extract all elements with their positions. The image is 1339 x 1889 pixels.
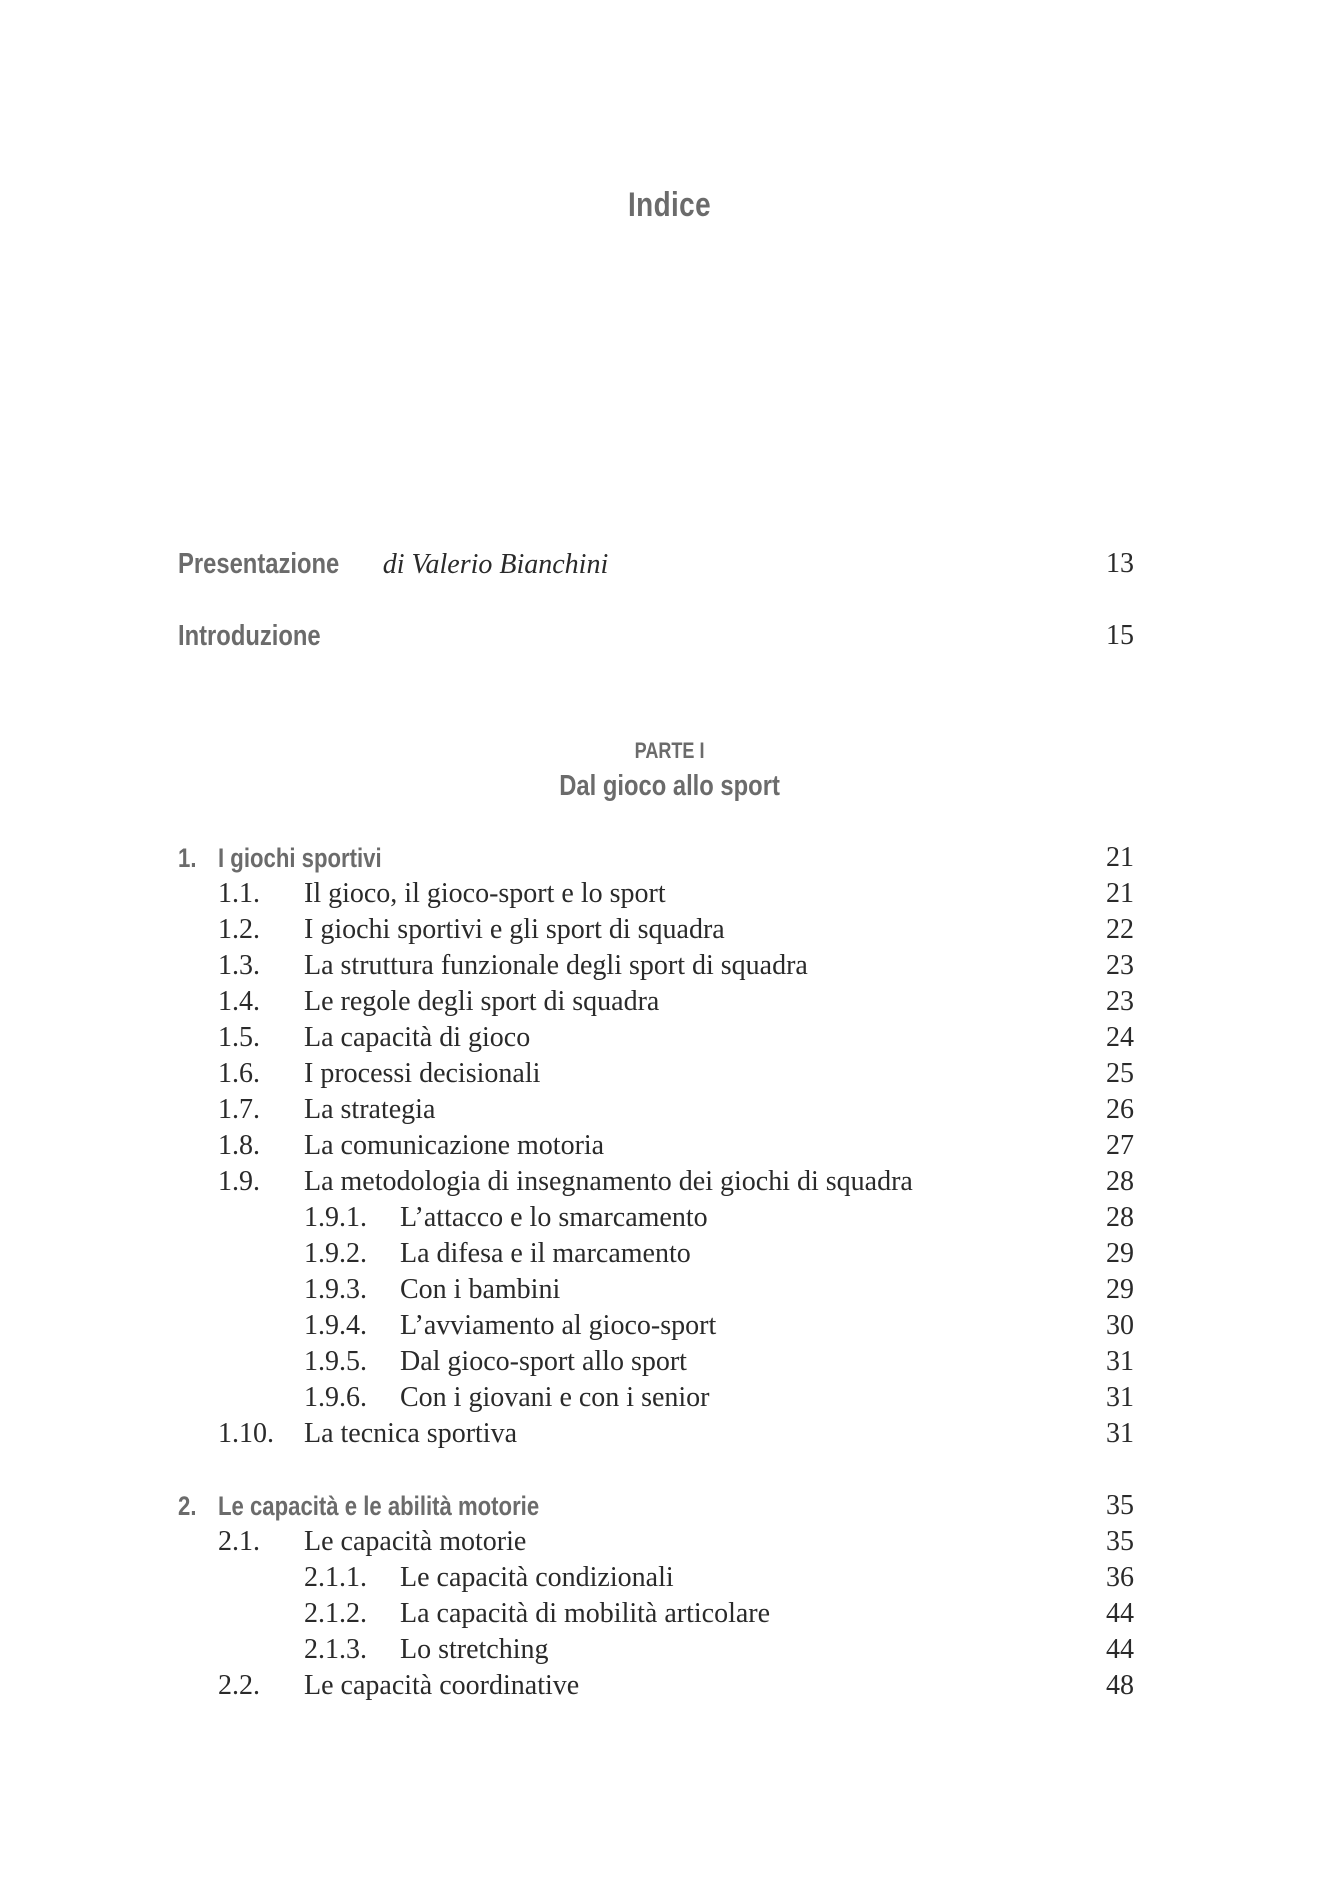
- page-number: 31: [1106, 1346, 1134, 1377]
- chapter-number: 2.: [178, 1491, 197, 1521]
- section-title: I giochi sportivi e gli sport di squadra: [304, 914, 725, 945]
- page-number: 22: [1106, 914, 1134, 945]
- toc-section[interactable]: [178, 876, 1134, 912]
- section-title: La struttura funzionale degli sport di squadra: [304, 950, 808, 981]
- page-number: 31: [1106, 1382, 1134, 1413]
- page-number: 29: [1106, 1238, 1134, 1269]
- section-number: 2.1.: [218, 1526, 260, 1557]
- section-number: 1.3.: [218, 950, 260, 981]
- page-number: 26: [1106, 1094, 1134, 1125]
- subsection-number: 2.1.2.: [304, 1598, 367, 1629]
- toc-subsection[interactable]: [178, 1560, 1134, 1596]
- subsection-number: 1.9.2.: [304, 1238, 367, 1269]
- chapter-number: 1.: [178, 843, 197, 873]
- subsection-title: Con i bambini: [400, 1274, 561, 1305]
- subsection-title: L’avviamento al gioco-sport: [400, 1310, 717, 1341]
- toc-section[interactable]: [178, 1056, 1134, 1092]
- toc-subsection[interactable]: [178, 1272, 1134, 1308]
- part-label-text: PARTE I: [634, 738, 705, 763]
- page-number: 25: [1106, 1058, 1134, 1089]
- page-number: 28: [1106, 1166, 1134, 1197]
- toc-section[interactable]: [178, 1668, 1134, 1704]
- toc-section[interactable]: [178, 984, 1134, 1020]
- subsection-number: 2.1.1.: [304, 1562, 367, 1593]
- toc-section[interactable]: [178, 1092, 1134, 1128]
- toc-subsection[interactable]: [178, 1596, 1134, 1632]
- page-number: 15: [1106, 620, 1134, 651]
- subsection-title: Dal gioco-sport allo sport: [400, 1346, 687, 1377]
- entry-heading: Introduzione: [178, 620, 321, 652]
- page-number: 35: [1106, 1526, 1134, 1557]
- subsection-title: La difesa e il marcamento: [400, 1238, 691, 1269]
- page-number: 29: [1106, 1274, 1134, 1305]
- page-number: 24: [1106, 1022, 1134, 1053]
- toc-subsection[interactable]: [178, 1308, 1134, 1344]
- page-number: 27: [1106, 1130, 1134, 1161]
- section-number: 1.1.: [218, 878, 260, 909]
- section-number: 1.2.: [218, 914, 260, 945]
- page-number: 36: [1106, 1562, 1134, 1593]
- subsection-number: 1.9.5.: [304, 1346, 367, 1377]
- section-number: 1.4.: [218, 986, 260, 1017]
- chapter-title: Le capacità e le abilità motorie: [218, 1491, 540, 1521]
- toc-subsection[interactable]: [178, 1236, 1134, 1272]
- subsection-title: La capacità di mobilità articolare: [400, 1598, 771, 1629]
- section-title: La tecnica sportiva: [304, 1418, 518, 1449]
- page-number: 31: [1106, 1418, 1134, 1449]
- toc-subsection[interactable]: [178, 1200, 1134, 1236]
- entry-label: [178, 618, 352, 654]
- part-label: [0, 738, 1339, 764]
- page-number: 21: [1106, 842, 1134, 873]
- page-number: 23: [1106, 986, 1134, 1017]
- page-number: 44: [1106, 1598, 1134, 1629]
- subsection-number: 1.9.1.: [304, 1202, 367, 1233]
- subsection-number: 1.9.3.: [304, 1274, 367, 1305]
- section-number: 1.7.: [218, 1094, 260, 1125]
- chapter-title: I giochi sportivi: [218, 843, 382, 873]
- section-title: I processi decisionali: [304, 1058, 541, 1089]
- section-title: Le capacità coordinative: [304, 1670, 580, 1701]
- page-number: 48: [1106, 1670, 1134, 1701]
- section-title: Le capacità motorie: [304, 1526, 527, 1557]
- page-number: 28: [1106, 1202, 1134, 1233]
- subsection-title: Le capacità condizionali: [400, 1562, 674, 1593]
- page-title: Indice: [627, 186, 712, 224]
- toc-section[interactable]: [178, 1524, 1134, 1560]
- toc-entry-introduzione[interactable]: [178, 618, 1134, 654]
- section-title: La strategia: [304, 1094, 436, 1125]
- subsection-number: 2.1.3.: [304, 1634, 367, 1665]
- entry-label: [178, 546, 608, 583]
- page-number: 35: [1106, 1490, 1134, 1521]
- page-number: 44: [1106, 1634, 1134, 1665]
- page-number: 13: [1106, 548, 1134, 579]
- subsection-number: 1.9.4.: [304, 1310, 367, 1341]
- part-title: [0, 770, 1339, 803]
- section-number: 1.5.: [218, 1022, 260, 1053]
- subsection-title: Lo stretching: [400, 1634, 549, 1665]
- subsection-title: Con i giovani e con i senior: [400, 1382, 710, 1413]
- toc-subsection[interactable]: [178, 1344, 1134, 1380]
- toc-entry-presentazione[interactable]: [178, 546, 1134, 582]
- part-title-text: Dal gioco allo sport: [559, 770, 780, 802]
- page-number: 30: [1106, 1310, 1134, 1341]
- toc-chapter-1[interactable]: [178, 840, 1134, 876]
- section-title: Il gioco, il gioco-sport e lo sport: [304, 878, 666, 909]
- toc-subsection[interactable]: [178, 1380, 1134, 1416]
- page-number: 23: [1106, 950, 1134, 981]
- section-number: 1.6.: [218, 1058, 260, 1089]
- toc-section[interactable]: [178, 1020, 1134, 1056]
- toc-section[interactable]: [178, 1416, 1134, 1452]
- toc-section[interactable]: [178, 1164, 1134, 1200]
- toc-subsection[interactable]: [178, 1632, 1134, 1668]
- toc-section[interactable]: [178, 912, 1134, 948]
- subsection-title: L’attacco e lo smarcamento: [400, 1202, 708, 1233]
- section-number: 1.9.: [218, 1166, 260, 1197]
- toc-section[interactable]: [178, 948, 1134, 984]
- section-number: 2.2.: [218, 1670, 260, 1701]
- section-title: La capacità di gioco: [304, 1022, 531, 1053]
- toc-section[interactable]: [178, 1128, 1134, 1164]
- page-number: 21: [1106, 878, 1134, 909]
- section-title: Le regole degli sport di squadra: [304, 986, 660, 1017]
- subsection-number: 1.9.6.: [304, 1382, 367, 1413]
- section-title: La metodologia di insegnamento dei giochi di squadra: [304, 1166, 913, 1197]
- entry-heading: Presentazione: [178, 548, 340, 580]
- section-number: 1.8.: [218, 1130, 260, 1161]
- entry-author: di Valerio Bianchini: [382, 549, 609, 580]
- section-title: La comunicazione motoria: [304, 1130, 605, 1161]
- section-number: 1.10.: [218, 1418, 274, 1449]
- toc-chapter-2[interactable]: [178, 1488, 1134, 1524]
